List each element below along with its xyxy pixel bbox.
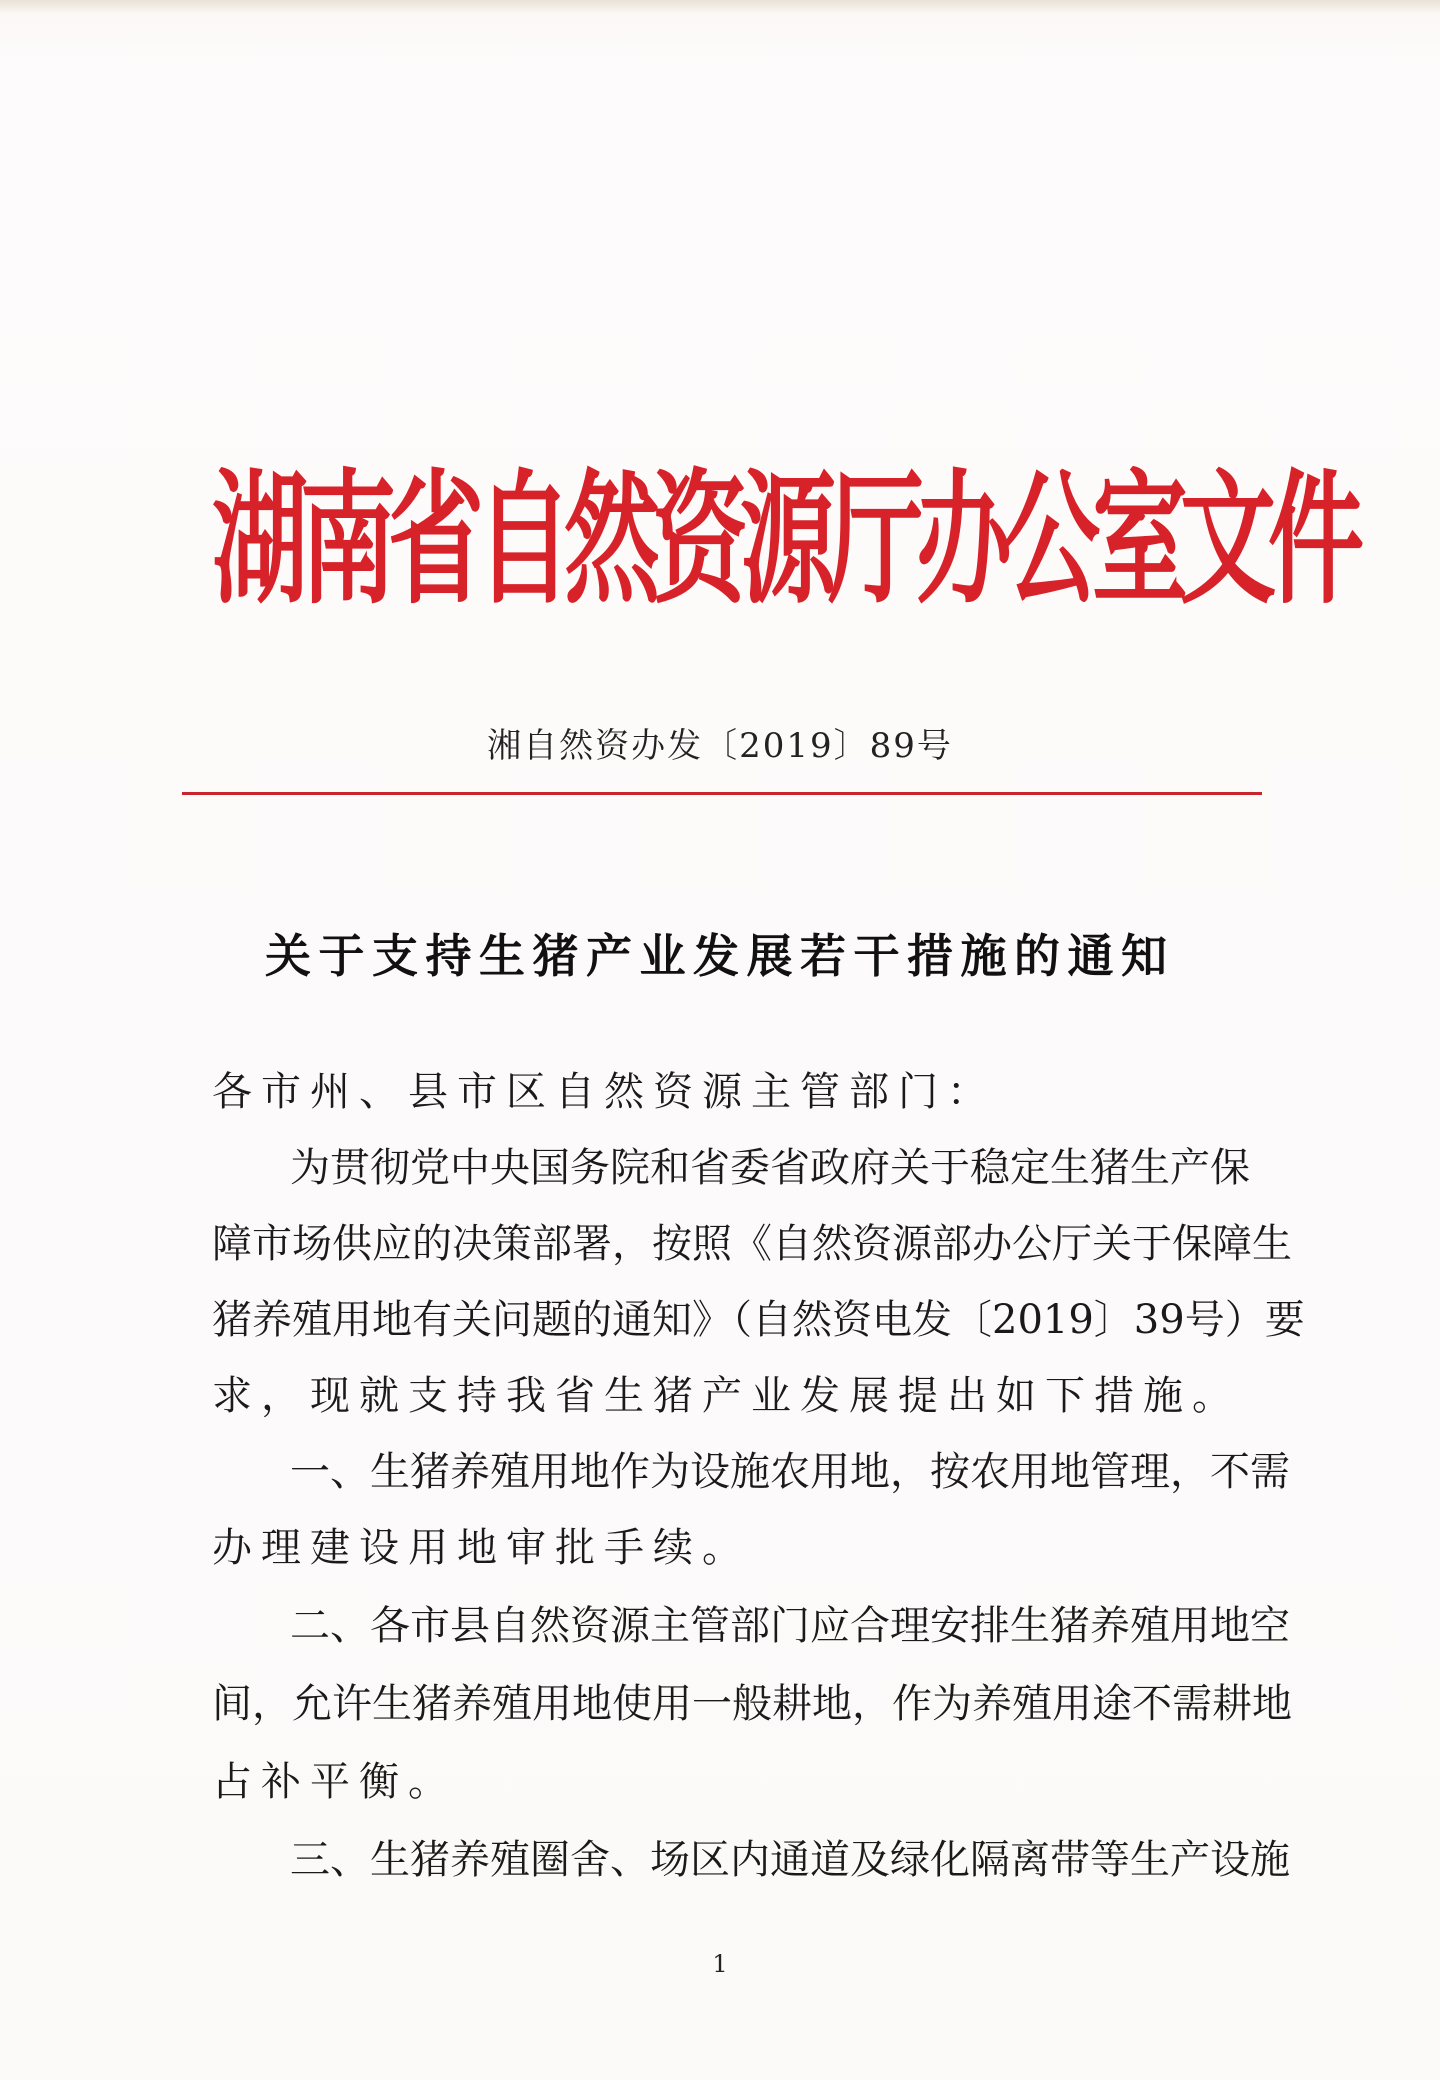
body-line: 二、各市县自然资源主管部门应合理安排生猪养殖用地空 [290,1603,1290,1649]
body-line: 办理建设用地审批手续。 [212,1525,751,1571]
body-line: 猪养殖用地有关问题的通知》（自然资电发〔2019〕39号）要 [212,1297,1305,1343]
body-line: 间，允许生猪养殖用地使用一般耕地，作为养殖用途不需耕地 [212,1681,1292,1727]
body-line: 为贯彻党中央国务院和省委省政府关于稳定生猪生产保 [290,1145,1250,1191]
red-divider [182,792,1262,795]
notice-title: 关于支持生猪产业发展若干措施的通知 [265,929,1167,983]
body-line: 障市场供应的决策部署，按照《自然资源部办公厅关于保障生 [212,1221,1292,1267]
salutation-line: 各市州、县市区自然资源主管部门： [212,1069,996,1115]
body-line: 占补平衡。 [212,1759,457,1805]
issuing-organization-title: 湖南省自然资源厅办公室文件 [212,456,1356,624]
body-line: 三、生猪养殖圈舍、场区内通道及绿化隔离带等生产设施 [290,1837,1290,1883]
document-number: 湘自然资办发〔2019〕89号 [487,726,953,766]
page-number: 1 [712,1950,728,1978]
body-line: 一、生猪养殖用地作为设施农用地，按农用地管理，不需 [290,1449,1290,1495]
body-line: 求，现就支持我省生猪产业发展提出如下措施。 [212,1373,1241,1419]
